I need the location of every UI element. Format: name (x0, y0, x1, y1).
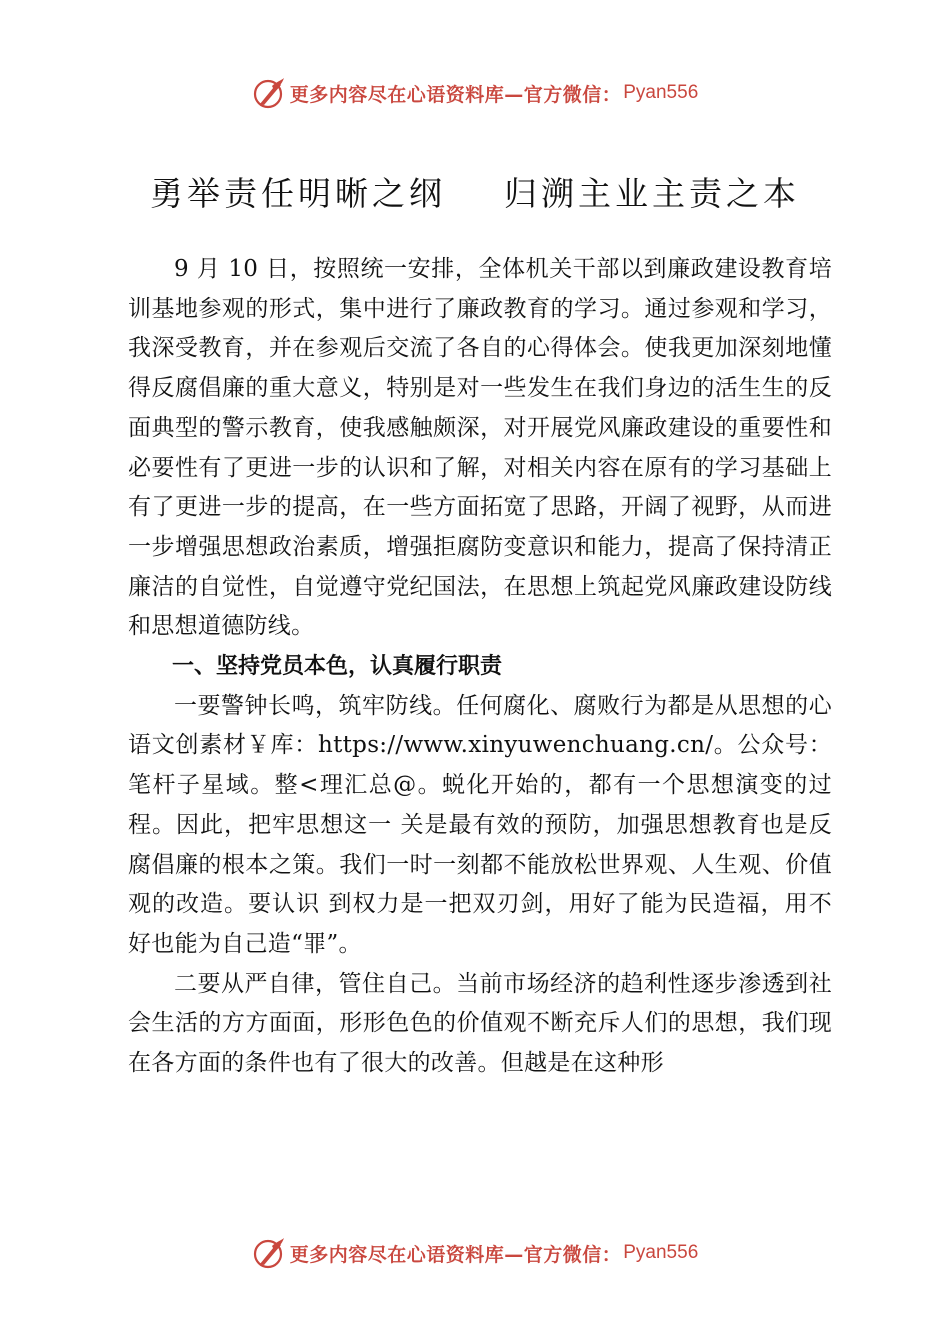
quill-pen-logo-icon (252, 76, 286, 110)
quill-pen-logo-icon (252, 1236, 286, 1270)
footer-banner-text: 更多内容尽在心语资料库—官方微信： (289, 1243, 622, 1266)
footer-banner (0, 1233, 950, 1273)
document-body (128, 250, 832, 1084)
header-banner (0, 73, 950, 113)
document-title: 勇举责任明晰之纲 归溯主业主责之本 (150, 174, 800, 213)
section-paragraph-1: 一要警钟长鸣，筑牢防线。任何腐化、腐败行为都是从思想的心语文创素材￥库：https://www.xinyuwenchuang.cn/。公众号：笔杆子星域。整<理汇总@。蜕化开始的，都有一个思想演变的过程。因此，把牢思想这一 关是最有效的预防，加强思想教育也是反腐倡廉的根本之策。我们一时一刻都不能放松世界观、人生观、价值观的改造。要认识 到权力是一把双刃剑，用好了能为民造福，用不好也能为自己造“罪”。 (128, 692, 832, 957)
banner-text: 更多内容尽在心语资料库—官方微信： (289, 83, 622, 106)
section-heading: 一、坚持党员本色，认真履行职责 (172, 654, 503, 680)
footer-banner-wechat-id: Pyan556 (623, 1242, 699, 1263)
banner-wechat-id: Pyan556 (623, 82, 699, 103)
section-paragraph-2: 二要从严自律，管住自己。当前市场经济的趋利性逐步渗透到社会生活的方方面面，形形色色的价值观不断充斥人们的思想，我们现在各方面的条件也有了很大的改善。但越是在这种形 (128, 970, 832, 1077)
intro-paragraph: 9 月 10 日，按照统一安排，全体机关干部以到廉政建设教育培训基地参观的形式，集中进行了廉政教育的学习。通过参观和学习，我深受教育，并在参观后交流了各自的心得体会。使我更加深刻地懂得反腐倡廉的重大意义，特别是对一些发生在我们身边的活生生的反面典型的警示教育，使我感触颇深，对开展党风廉政建设的重要性和必要性有了更进一步的认识和了解，对相关内容在原有的学习基础上有了更进一步的提高，在一些方面拓宽了思路，开阔了视野，从而进一步增强思想政治素质，增强拒腐防变意识和能力，提高了保持清正廉洁的自觉性，自觉遵守党纪国法，在思想上筑起党风廉政建设防线和思想道德防线。 (128, 256, 832, 640)
